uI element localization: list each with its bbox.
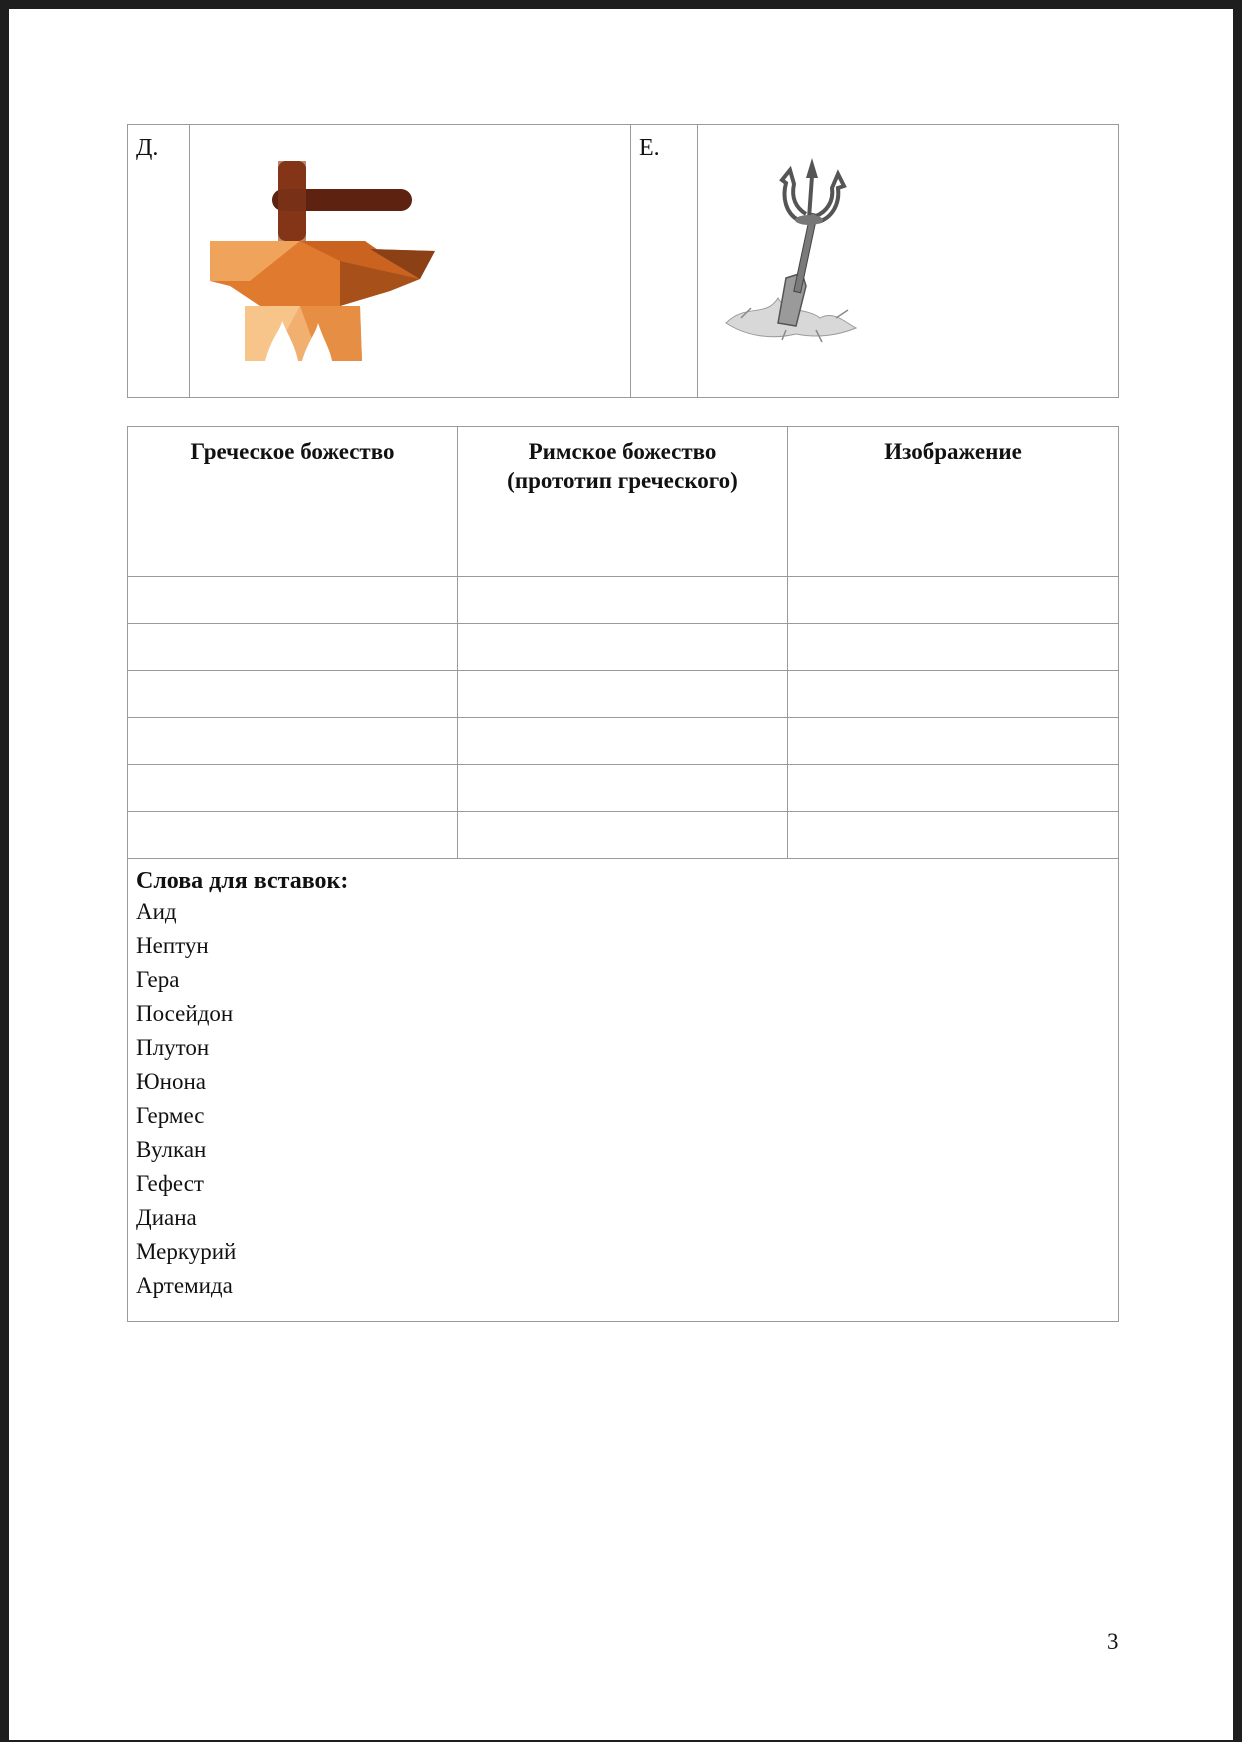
answer-cell[interactable] [788,577,1119,624]
header-image: Изображение [788,427,1119,577]
answer-cell[interactable] [458,765,788,812]
deity-table [127,426,1119,1322]
word-item: Аид [136,899,177,924]
words-list [136,895,1110,1303]
answer-cell[interactable] [128,671,458,718]
word-item: Вулкан [136,1137,207,1162]
anvil-image-cell [190,125,631,398]
trident-image-cell [698,125,1119,398]
header-roman-deity-text: Римское божество (прототип греческого) [507,439,738,493]
word-item: Гермес [136,1103,205,1128]
word-item: Меркурий [136,1239,237,1264]
table-header-row [128,427,1119,577]
table-row [128,624,1119,671]
trident-icon [716,158,876,358]
table-row [128,671,1119,718]
word-item: Диана [136,1205,197,1230]
answer-cell[interactable] [788,812,1119,859]
answer-cell[interactable] [128,624,458,671]
page-number: 3 [1107,1629,1119,1654]
answer-cell[interactable] [788,718,1119,765]
image-label-d: Д. [128,125,190,398]
word-item: Гефест [136,1171,204,1196]
answer-cell[interactable] [458,718,788,765]
answer-cell[interactable] [788,671,1119,718]
answer-cell[interactable] [458,624,788,671]
table-row [128,577,1119,624]
image-label-e: Е. [631,125,698,398]
header-greek-deity: Греческое божество [128,427,458,577]
answer-cell[interactable] [128,718,458,765]
word-item: Гера [136,967,180,992]
words-row [128,859,1119,1322]
image-table [127,124,1119,398]
word-item: Нептун [136,933,209,958]
table-row [128,812,1119,859]
words-cell [128,859,1119,1322]
header-roman-deity [458,427,788,577]
answer-cell[interactable] [128,765,458,812]
word-item: Посейдон [136,1001,234,1026]
answer-cell[interactable] [788,765,1119,812]
table-row [128,765,1119,812]
answer-cell[interactable] [128,812,458,859]
answer-cell[interactable] [458,577,788,624]
table-row [128,718,1119,765]
answer-cell[interactable] [788,624,1119,671]
word-item: Артемида [136,1273,233,1298]
word-item: Плутон [136,1035,210,1060]
word-item: Юнона [136,1069,206,1094]
answer-cell[interactable] [128,577,458,624]
words-title: Слова для вставок: [136,868,349,894]
answer-cell[interactable] [458,812,788,859]
document-page [9,9,1233,1740]
anvil-hammer-icon [210,161,450,366]
answer-cell[interactable] [458,671,788,718]
